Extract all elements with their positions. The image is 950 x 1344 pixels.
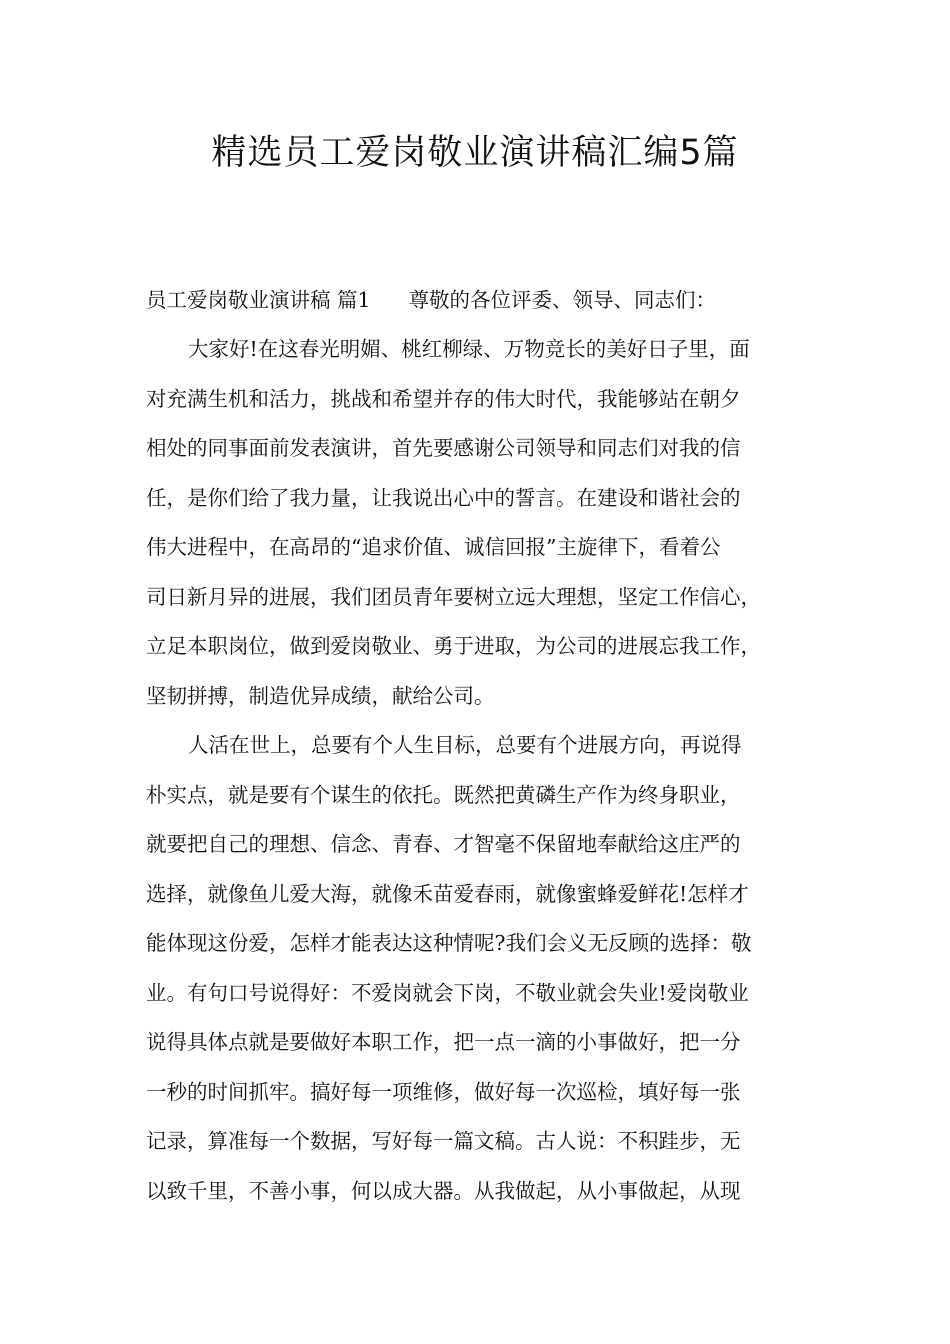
paragraph-line: 大家好!在这春光明媚、桃红柳绿、万物竞长的美好日子里，面 [188, 337, 750, 361]
paragraph-line: 相处的同事面前发表演讲，首先要感谢公司领导和同志们对我的信 [146, 436, 741, 460]
document-title: 精选员工爱岗敬业演讲稿汇编5篇 [211, 133, 739, 173]
paragraph-2 [146, 728, 822, 1209]
paragraph-1 [146, 332, 822, 714]
paragraph-line: 一秒的时间抓牢。搞好每一项维修，做好每一次巡检，填好每一张 [146, 1079, 741, 1104]
paragraph-line: 人活在世上，总要有个人生目标，总要有个进展方向，再说得 [188, 733, 742, 757]
paragraph-line: 业。有句口号说得好：不爱岗就会下岗，不敬业就会失业!爱岗敬业 [146, 980, 749, 1005]
paragraph-line: 说得具体点就是要做好本职工作，把一点一滴的小事做好，把一分 [146, 1030, 741, 1054]
paragraph-line: 任，是你们给了我力量，让我说出心中的誓言。在建设和谐社会的 [146, 485, 741, 510]
section-heading-line [146, 283, 822, 318]
paragraph-line: 以致千里，不善小事，何以成大器。从我做起，从小事做起，从现 [146, 1178, 741, 1203]
paragraph-line: 朴实点，就是要有个谋生的依托。既然把黄磷生产作为终身职业， [146, 782, 741, 807]
paragraph-line: 能体现这份爱，怎样才能表达这种情呢?我们会义无反顾的选择：敬 [146, 931, 752, 955]
paragraph-line: 坚韧拼搏，制造优异成绩，献给公司。 [146, 683, 495, 708]
paragraph-line: 选择，就像鱼儿爱大海，就像禾苗爱春雨，就像蜜蜂爱鲜花!怎样才 [146, 881, 749, 906]
section-heading: 员工爱岗敬业演讲稿 篇1 [146, 288, 371, 312]
salutation: 尊敬的各位评委、领导、同志们： [408, 288, 717, 312]
paragraph-line: 立足本职岗位，做到爱岗敬业、勇于进取，为公司的进展忘我工作， [146, 634, 761, 658]
paragraph-line: 记录，算准每一个数据，写好每一篇文稿。古人说：不积跬步，无 [146, 1129, 741, 1153]
paragraph-line: 对充满生机和活力，挑战和希望并存的伟大时代，我能够站在朝夕 [146, 386, 741, 411]
document-body [146, 283, 822, 1223]
paragraph-line: 司日新月异的进展，我们团员青年要树立远大理想，坚定工作信心， [146, 584, 761, 609]
paragraph-line: 就要把自己的理想、信念、青春、才智毫不保留地奉献给这庄严的 [146, 832, 741, 856]
paragraph-line: 伟大进程中，在高昂的“追求价值、诚信回报”主旋律下，看着公 [146, 535, 721, 559]
